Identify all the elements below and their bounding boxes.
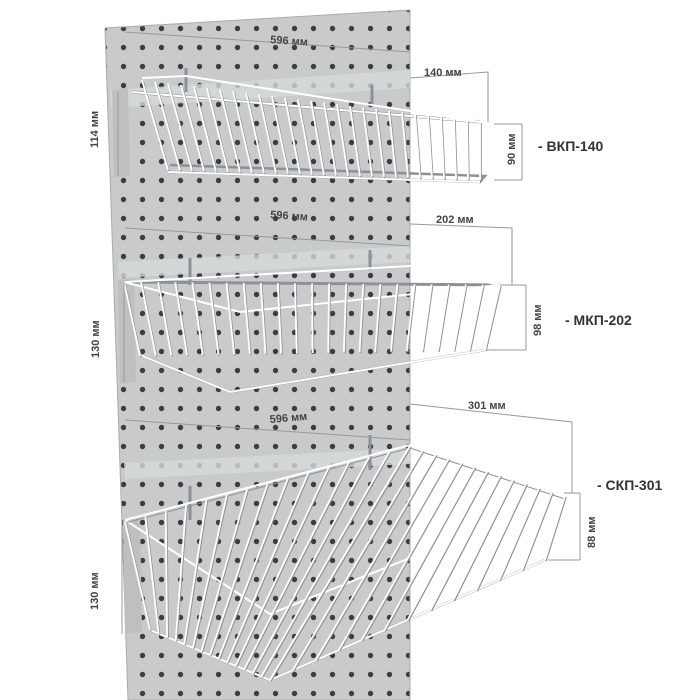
wire [469,285,483,350]
wire-shadow [470,286,484,351]
basket-1-height-left: 114 мм [89,110,101,148]
wire [408,471,488,620]
basket-3-depth: 301 мм [468,400,506,412]
basket-1-height: 90 мм [506,133,518,165]
wire-shadow [439,286,450,352]
wire-shadow [523,493,553,571]
wire-shadow [500,489,540,581]
basket-3-height-left: 130 мм [89,572,101,610]
wire [454,285,466,351]
basket-3-code: - СКП-301 [597,477,663,493]
wire [415,114,420,178]
wire-shadow [486,286,501,351]
wire [438,285,449,351]
basket-3-width: 596 мм [269,410,308,426]
wire [422,284,431,351]
basket-3-height: 88 мм [586,516,598,548]
basket-2-width: 596 мм [269,209,309,224]
wire [485,285,500,350]
basket-2-height-left: 130 мм [90,320,102,358]
basket-2-height: 98 мм [532,304,544,336]
wire [328,284,329,353]
wire-shadow [409,472,489,621]
basket-1-depth: 140 мм [424,67,462,79]
wire-shadow [454,480,514,601]
wire-shadow [546,497,566,561]
wire [312,284,313,354]
basket-2-code: - МКП-202 [565,312,632,328]
wire-shadow [423,285,432,352]
basket-2-depth: 202 мм [436,214,474,226]
wire-shadow [455,286,467,352]
basket-1-code: - ВКП-140 [538,138,604,154]
wire [430,475,500,610]
wire [467,120,468,179]
basket-1-width: 596 мм [269,34,309,49]
wire [453,479,513,600]
